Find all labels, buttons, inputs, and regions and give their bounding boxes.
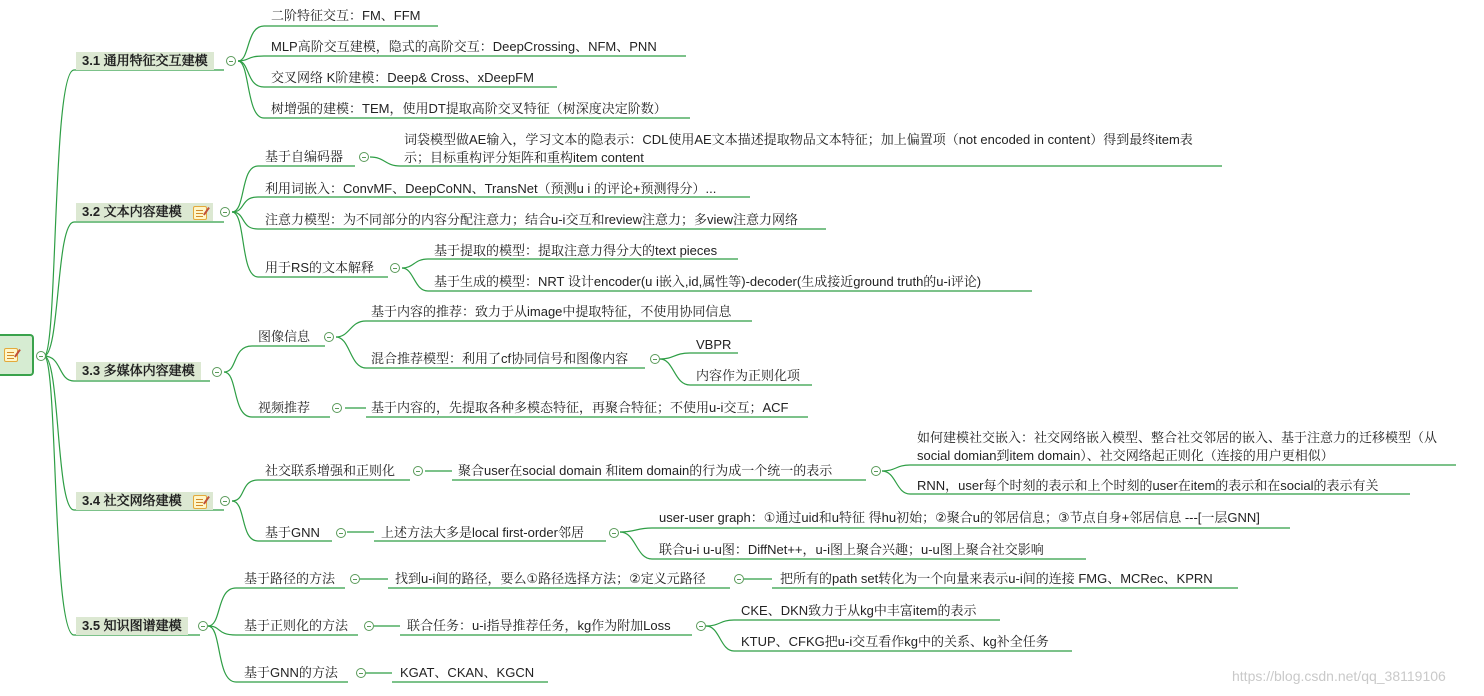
category-3-2[interactable] <box>76 203 213 221</box>
user-user-graph[interactable]: user-user graph：①通过uid和u特征 得hu初始；②聚合u的邻居信息；③节点自身+邻居信息 ---[一层GNN] <box>659 510 1260 525</box>
collapse-toggle-icon[interactable] <box>359 152 369 162</box>
item-3-1-1[interactable]: 二阶特征交互：FM、FFM <box>271 8 421 23</box>
collapse-toggle-icon[interactable] <box>220 207 230 217</box>
category-3-4[interactable] <box>76 492 213 510</box>
unified-representation[interactable]: 聚合user在social domain 和item domain的行为成一个统一的表示 <box>458 463 833 478</box>
root-node[interactable] <box>0 334 34 376</box>
collapse-toggle-icon[interactable] <box>413 466 423 476</box>
collapse-toggle-icon[interactable] <box>609 528 619 538</box>
item-path-based[interactable]: 基于路径的方法 <box>244 571 336 586</box>
joint-task[interactable]: 联合任务：u-i指导推荐任务，kg作为附加Loss <box>407 618 671 633</box>
collapse-toggle-icon[interactable] <box>734 574 744 584</box>
collapse-toggle-icon[interactable] <box>220 496 230 506</box>
autoencoder-detail[interactable]: 词袋模型做AE输入，学习文本的隐表示：CDL使用AE文本描述提取物品文本特征；加上偏置项（not encoded in content）得到最终item表示；目标重构评分矩阵和重构item content <box>404 132 1193 165</box>
path-selection[interactable]: 找到u-i间的路径，要么①路径选择方法；②定义元路径 <box>395 571 706 586</box>
content-based-image[interactable]: 基于内容的推荐：致力于从image中提取特征，不使用协同信息 <box>371 304 732 319</box>
category-3-4-label: 3.4 社交网络建模 <box>82 493 182 508</box>
social-embedding-detail[interactable]: 如何建模社交嵌入：社交网络嵌入模型、整合社交邻居的嵌入、基于注意力的迁移模型（从social domian到item domain）、社交网络起正则化（连接的用户更相似） <box>917 430 1438 463</box>
watermark: https://blog.csdn.net/qq_38119106 <box>1232 668 1446 684</box>
item-regularization-based[interactable]: 基于正则化的方法 <box>244 618 349 633</box>
note-icon <box>4 348 18 362</box>
cke-dkn[interactable]: CKE、DKN致力于从kg中丰富item的表示 <box>741 603 977 618</box>
collapse-toggle-icon[interactable] <box>356 668 366 678</box>
item-gnn[interactable]: 基于GNN <box>265 525 320 540</box>
item-3-1-3[interactable]: 交叉网络 K阶建模：Deep& Cross、xDeepFM <box>271 70 534 85</box>
item-3-1-2[interactable]: MLP高阶交互建模，隐式的高阶交互：DeepCrossing、NFM、PNN <box>271 39 657 54</box>
joint-graph[interactable]: 联合u-i u-u图：DiffNet++，u-i图上聚合兴趣；u-u图上聚合社交影响 <box>659 542 1044 557</box>
generation-model[interactable]: 基于生成的模型：NRT 设计encoder(u i嵌入,id,属性等)-decoder(生成接近ground truth的u-i评论) <box>434 274 982 289</box>
collapse-toggle-icon[interactable] <box>226 56 236 66</box>
hybrid-recommendation[interactable]: 混合推荐模型：利用了cf协同信号和图像内容 <box>371 351 629 366</box>
item-image-info[interactable]: 图像信息 <box>258 329 311 344</box>
rnn-detail[interactable]: RNN，user每个时刻的表示和上个时刻的user在item的表示和在social的表示有关 <box>917 478 1379 493</box>
note-icon <box>193 495 207 509</box>
item-3-1-4[interactable]: 树增强的建模：TEM，使用DT提取高阶交叉特征（树深度决定阶数） <box>271 101 667 116</box>
note-icon <box>193 206 207 220</box>
vbpr[interactable]: VBPR <box>696 337 732 352</box>
item-word-embedding[interactable]: 利用词嵌入：ConvMF、DeepCoNN、TransNet（预测u i 的评论+预测得分）... <box>265 181 717 196</box>
category-3-5[interactable]: 3.5 知识图谱建模 <box>76 617 188 635</box>
item-gnn-method[interactable]: 基于GNN的方法 <box>244 665 338 680</box>
ktup-cfkg[interactable]: KTUP、CFKG把u-i交互看作kg中的关系、kg补全任务 <box>741 634 1049 649</box>
collapse-toggle-icon[interactable] <box>871 466 881 476</box>
collapse-toggle-icon[interactable] <box>332 403 342 413</box>
collapse-toggle-icon[interactable] <box>390 263 400 273</box>
kgat-list[interactable]: KGAT、CKAN、KGCN <box>400 665 535 680</box>
video-detail[interactable]: 基于内容的，先提取各种多模态特征，再聚合特征；不使用u-i交互；ACF <box>371 400 789 415</box>
collapse-toggle-icon[interactable] <box>364 621 374 631</box>
collapse-toggle-icon[interactable] <box>336 528 346 538</box>
local-first-order[interactable]: 上述方法大多是local first-order邻居 <box>381 525 584 540</box>
content-regularization[interactable]: 内容作为正则化项 <box>696 368 801 383</box>
item-video-recommendation[interactable]: 视频推荐 <box>258 400 311 415</box>
item-text-explanation[interactable]: 用于RS的文本解释 <box>265 260 375 275</box>
collapse-toggle-icon[interactable] <box>696 621 706 631</box>
item-social-regularization[interactable]: 社交联系增强和正则化 <box>265 463 396 478</box>
collapse-toggle-icon[interactable] <box>36 351 46 361</box>
category-3-3[interactable]: 3.3 多媒体内容建模 <box>76 362 201 380</box>
collapse-toggle-icon[interactable] <box>650 354 660 364</box>
item-attention-model[interactable]: 注意力模型：为不同部分的内容分配注意力；结合u-i交互和review注意力；多view注意力网络 <box>265 212 799 227</box>
category-3-1[interactable]: 3.1 通用特征交互建模 <box>76 52 214 70</box>
collapse-toggle-icon[interactable] <box>324 332 334 342</box>
extraction-model[interactable]: 基于提取的模型：提取注意力得分大的text pieces <box>434 243 718 258</box>
collapse-toggle-icon[interactable] <box>212 367 222 377</box>
collapse-toggle-icon[interactable] <box>198 621 208 631</box>
item-autoencoder[interactable]: 基于自编码器 <box>265 149 344 164</box>
category-3-2-label: 3.2 文本内容建模 <box>82 204 182 219</box>
path-set-vector[interactable]: 把所有的path set转化为一个向量来表示u-i间的连接 FMG、MCRec、KPRN <box>780 571 1213 586</box>
collapse-toggle-icon[interactable] <box>350 574 360 584</box>
